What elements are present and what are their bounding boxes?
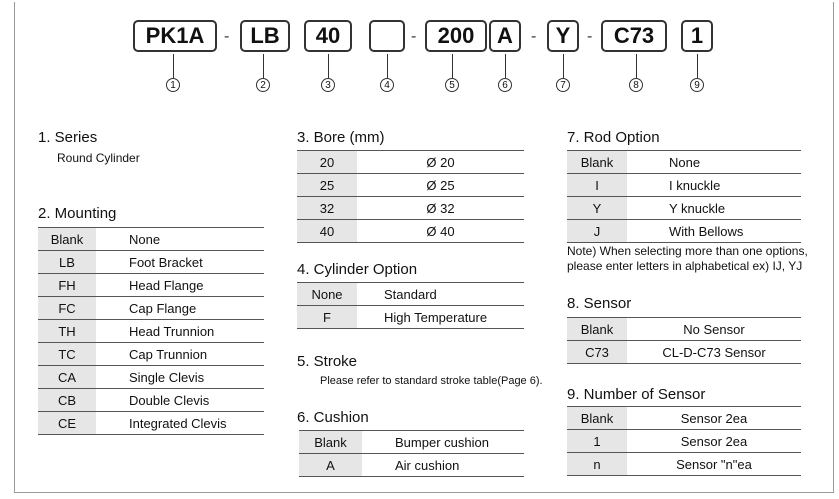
table-row (567, 430, 801, 453)
connector-line (697, 54, 698, 78)
table-row (38, 274, 264, 297)
mounting-code: LB (38, 251, 96, 274)
table-row (38, 228, 264, 251)
mounting-heading: 2. Mounting (38, 205, 117, 222)
bore-code: 20 (297, 151, 357, 174)
callout-number: 7 (556, 78, 570, 92)
table-row (567, 318, 801, 341)
table-row (567, 341, 801, 364)
table-row (567, 174, 801, 197)
table-row (38, 389, 264, 412)
stroke-heading: 5. Stroke (297, 353, 358, 370)
connector-line (328, 54, 329, 78)
rod-option-code: I (567, 174, 627, 197)
connector-line (263, 54, 264, 78)
number-of-sensor-desc: Sensor 2ea (627, 407, 801, 430)
table-row (297, 283, 524, 306)
table-row (297, 220, 524, 243)
connector-line (387, 54, 388, 78)
code-dash: - (531, 28, 537, 45)
table-row (567, 197, 801, 220)
connector-line (636, 54, 637, 78)
table-row (38, 251, 264, 274)
code-cylinder-option-box (369, 20, 405, 52)
callout-number: 4 (380, 78, 394, 92)
sensor-heading: 8. Sensor (567, 295, 632, 312)
connector-line (563, 54, 564, 78)
number-of-sensor-code: n (567, 453, 627, 476)
table-row (297, 306, 524, 329)
cylinder-option-desc: High Temperature (357, 306, 524, 329)
cylinder-option-table (297, 282, 524, 329)
rod-option-desc: With Bellows (627, 220, 801, 243)
rod-option-note-line: please enter letters in alphabetical ex) IJ, YJ (567, 259, 803, 273)
connector-line (452, 54, 453, 78)
callout-number: 1 (166, 78, 180, 92)
bore-code: 25 (297, 174, 357, 197)
mounting-code: TC (38, 343, 96, 366)
table-row (38, 320, 264, 343)
number-of-sensor-table (567, 406, 801, 476)
bore-desc: Ø 40 (357, 220, 524, 243)
number-of-sensor-heading: 9. Number of Sensor (567, 386, 706, 403)
table-row (297, 197, 524, 220)
code-stroke-box: 200 (425, 20, 487, 52)
code-mounting-box: LB (240, 20, 290, 52)
bore-desc: Ø 25 (357, 174, 524, 197)
table-row (297, 174, 524, 197)
stroke-text: Please refer to standard stroke table(Page 6). (320, 375, 543, 387)
table-row (297, 151, 524, 174)
mounting-desc: Cap Trunnion (96, 343, 264, 366)
mounting-desc: None (96, 228, 264, 251)
bore-table (297, 150, 524, 243)
callout-number: 3 (321, 78, 335, 92)
connector-line (505, 54, 506, 78)
cylinder-option-heading: 4. Cylinder Option (297, 261, 418, 278)
code-rod-option-box: Y (547, 20, 579, 52)
mounting-code: CA (38, 366, 96, 389)
series-heading: 1. Series (38, 129, 98, 146)
table-row (38, 366, 264, 389)
rod-option-desc: Y knuckle (627, 197, 801, 220)
mounting-code: TH (38, 320, 96, 343)
code-cushion-box: A (489, 20, 521, 52)
sensor-desc: No Sensor (627, 318, 801, 341)
cylinder-option-desc: Standard (357, 283, 524, 306)
bore-heading: 3. Bore (mm) (297, 129, 385, 146)
mounting-desc: Foot Bracket (96, 251, 264, 274)
number-of-sensor-code: 1 (567, 430, 627, 453)
rod-option-desc: I knuckle (627, 174, 801, 197)
table-row (567, 220, 801, 243)
rod-option-table (567, 150, 801, 243)
code-sensor-box: C73 (601, 20, 667, 52)
cushion-desc: Bumper cushion (362, 431, 524, 454)
series-text: Round Cylinder (57, 151, 140, 165)
table-row (38, 343, 264, 366)
mounting-desc: Cap Flange (96, 297, 264, 320)
mounting-desc: Head Trunnion (96, 320, 264, 343)
rod-option-note-line: Note) When selecting more than one options, (567, 244, 808, 258)
mounting-code: FH (38, 274, 96, 297)
cushion-code: A (299, 454, 362, 477)
table-row (299, 454, 524, 477)
number-of-sensor-desc: Sensor 2ea (627, 430, 801, 453)
table-row (567, 151, 801, 174)
rod-option-desc: None (627, 151, 801, 174)
callout-number: 8 (629, 78, 643, 92)
code-dash: - (587, 28, 593, 45)
sensor-code: Blank (567, 318, 627, 341)
rod-option-heading: 7. Rod Option (567, 129, 660, 146)
rod-option-note (567, 244, 808, 274)
table-row (567, 407, 801, 430)
code-series-box: PK1A (133, 20, 217, 52)
mounting-code: FC (38, 297, 96, 320)
code-bore-box: 40 (304, 20, 352, 52)
number-of-sensor-code: Blank (567, 407, 627, 430)
cylinder-option-code: None (297, 283, 357, 306)
rod-option-code: Y (567, 197, 627, 220)
code-number-of-sensor-box: 1 (681, 20, 713, 52)
code-dash: - (224, 28, 230, 45)
bore-code: 32 (297, 197, 357, 220)
rod-option-code: Blank (567, 151, 627, 174)
sensor-table (567, 317, 801, 364)
callout-number: 2 (256, 78, 270, 92)
mounting-desc: Integrated Clevis (96, 412, 264, 435)
cushion-table (299, 430, 524, 477)
rod-option-code: J (567, 220, 627, 243)
code-dash: - (411, 28, 417, 45)
callout-number: 9 (690, 78, 704, 92)
table-row (299, 431, 524, 454)
bore-desc: Ø 20 (357, 151, 524, 174)
table-row (38, 412, 264, 435)
mounting-code: CB (38, 389, 96, 412)
mounting-code: Blank (38, 228, 96, 251)
cushion-desc: Air cushion (362, 454, 524, 477)
table-row (38, 297, 264, 320)
sensor-desc: CL-D-C73 Sensor (627, 341, 801, 364)
mounting-table (38, 227, 264, 435)
callout-number: 5 (445, 78, 459, 92)
cushion-heading: 6. Cushion (297, 409, 369, 426)
mounting-code: CE (38, 412, 96, 435)
mounting-desc: Double Clevis (96, 389, 264, 412)
table-row (567, 453, 801, 476)
mounting-desc: Single Clevis (96, 366, 264, 389)
cushion-code: Blank (299, 431, 362, 454)
bore-code: 40 (297, 220, 357, 243)
connector-line (173, 54, 174, 78)
bore-desc: Ø 32 (357, 197, 524, 220)
callout-number: 6 (498, 78, 512, 92)
mounting-desc: Head Flange (96, 274, 264, 297)
sensor-code: C73 (567, 341, 627, 364)
number-of-sensor-desc: Sensor "n"ea (627, 453, 801, 476)
cylinder-option-code: F (297, 306, 357, 329)
